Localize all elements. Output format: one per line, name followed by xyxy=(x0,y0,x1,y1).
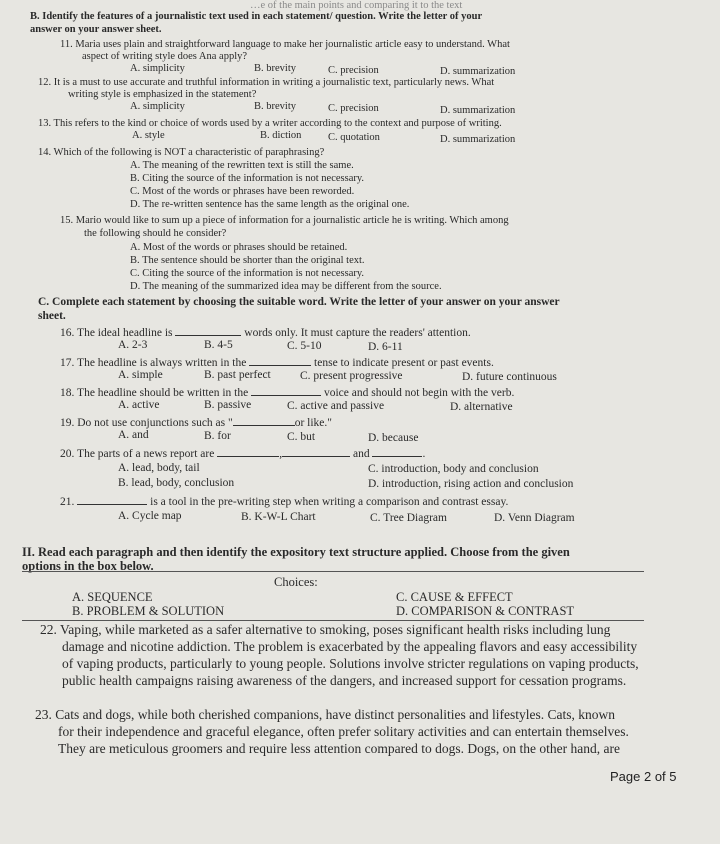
q16-option-d: D. 6-11 xyxy=(368,341,403,353)
q12-stem-cont: writing style is emphasized in the statement? xyxy=(68,89,257,100)
q20-blank-2 xyxy=(282,447,350,457)
q22-line-2: damage and nicotine addiction. The problem is exacerbated by the appealing flavors and easy accessibility xyxy=(62,639,638,654)
q17-option-d: D. future continuous xyxy=(462,371,557,383)
section-ii-heading: II. Read each paragraph and then identify the expository text structure applied. Choose from the given xyxy=(22,545,570,559)
q23-line-1: 23. Cats and dogs, while both cherished companions, have distinct personalities and lifestyles. Cats, known xyxy=(35,707,616,722)
q17-blank xyxy=(249,356,311,366)
q17-option-a: A. simple xyxy=(118,369,163,381)
q16-stem-end: words only. It must capture the readers' attention. xyxy=(244,327,471,339)
q14-option-c: C. Most of the words or phrases have been reworded. xyxy=(130,186,355,197)
q20-blank-1 xyxy=(217,447,279,457)
q17-stem-start: 17. The headline is always written in the xyxy=(60,357,247,369)
q16-option-a: A. 2-3 xyxy=(118,339,148,351)
q13-stem: 13. This refers to the kind or choice of words used by a writer according to the context and purpose of writing. xyxy=(38,118,502,129)
q14-option-b: B. Citing the source of the information is not necessary. xyxy=(130,173,365,184)
q15-option-c: C. Citing the source of the information is not necessary. xyxy=(130,268,365,279)
q20-stem xyxy=(60,447,425,461)
q18-option-c: C. active and passive xyxy=(287,400,385,412)
q23-line-2: for their independence and graceful elegance, often prefer solitary activities and can entertain themselves. xyxy=(58,724,629,739)
q15-stem-cont: the following should he consider? xyxy=(84,228,227,239)
q20-option-a: A. lead, body, tail xyxy=(118,462,200,474)
q15-stem: 15. Mario would like to sum up a piece of information for a journalistic article he is writing. Which among xyxy=(60,215,509,226)
choice-a: A. SEQUENCE xyxy=(72,590,153,604)
q18-blank xyxy=(251,386,321,396)
q13-option-d: D. summarization xyxy=(440,134,516,145)
q12-option-a: A. simplicity xyxy=(130,101,185,112)
q11-option-b: B. brevity xyxy=(254,63,296,74)
choice-d: D. COMPARISON & CONTRAST xyxy=(396,604,575,618)
q13-option-c: C. quotation xyxy=(328,132,380,143)
q17-option-c: C. present progressive xyxy=(300,370,403,382)
q14-stem: 14. Which of the following is NOT a characteristic of paraphrasing? xyxy=(38,147,325,158)
q21-stem xyxy=(60,495,508,509)
q20-period: . xyxy=(422,448,426,460)
choices-box xyxy=(22,571,644,621)
q21-option-a: A. Cycle map xyxy=(118,510,182,522)
section-c-heading-cont: sheet. xyxy=(38,310,66,322)
q21-option-d: D. Venn Diagram xyxy=(494,512,575,524)
q21-number: 21. xyxy=(60,496,75,508)
q15-option-b: B. The sentence should be shorter than the original text. xyxy=(130,255,365,266)
choice-c: C. CAUSE & EFFECT xyxy=(396,590,513,604)
q21-blank xyxy=(77,495,147,505)
top-fragment-text: …e of the main points and comparing it to the text xyxy=(250,0,463,11)
q16-option-c: C. 5-10 xyxy=(287,340,322,352)
q21-option-b: B. K-W-L Chart xyxy=(241,511,316,523)
q19-stem-end: or like." xyxy=(294,417,332,429)
q16-stem xyxy=(60,326,471,340)
q12-option-c: C. precision xyxy=(328,103,379,114)
q18-stem xyxy=(60,386,514,400)
q19-option-b: B. for xyxy=(204,430,231,442)
q18-option-b: B. passive xyxy=(204,399,252,411)
q19-option-c: C. but xyxy=(287,431,316,443)
section-c-heading: C. Complete each statement by choosing the suitable word. Write the letter of your answer on your answer xyxy=(38,296,560,308)
q15-option-a: A. Most of the words or phrases should be retained. xyxy=(130,242,348,253)
q17-stem-end: tense to indicate present or past events. xyxy=(314,357,494,369)
q19-blank xyxy=(233,416,295,426)
q13-option-b: B. diction xyxy=(260,130,302,141)
q18-stem-start: 18. The headline should be written in the xyxy=(60,387,249,399)
section-b-heading-cont: answer on your answer sheet. xyxy=(30,24,162,35)
q16-stem-start: 16. The ideal headline is xyxy=(60,327,173,339)
q16-blank xyxy=(175,326,241,336)
q18-option-a: A. active xyxy=(118,399,160,411)
q23-line-3: They are meticulous groomers and require less attention compared to dogs. Dogs, on the other hand, are xyxy=(58,741,620,756)
q13-option-a: A. style xyxy=(132,130,165,141)
q11-stem: 11. Maria uses plain and straightforward language to make her journalistic article easy to understand. What xyxy=(60,39,510,50)
q12-stem: 12. It is a must to use accurate and truthful information in writing a journalistic text, particularly news. What xyxy=(38,77,495,88)
q11-stem-cont: aspect of writing style does Ana apply? xyxy=(82,51,248,62)
q18-option-d: D. alternative xyxy=(450,401,513,413)
q22-line-4: public health campaigns raising awareness of the dangers, and increased support for cessation programs. xyxy=(62,673,627,688)
q12-option-d: D. summarization xyxy=(440,105,516,116)
q17-option-b: B. past perfect xyxy=(204,369,271,381)
choices-title: Choices: xyxy=(274,575,318,589)
q20-blank-3 xyxy=(372,447,422,457)
q11-option-d: D. summarization xyxy=(440,66,516,77)
q11-option-a: A. simplicity xyxy=(130,63,185,74)
q20-option-d: D. introduction, rising action and conclusion xyxy=(368,478,574,490)
q22-line-3: of vaping products, particularly to young people. Solutions involve stricter regulations on vaping products, xyxy=(62,656,639,671)
q14-option-a: A. The meaning of the rewritten text is still the same. xyxy=(130,160,354,171)
q14-option-d: D. The re-written sentence has the same length as the original one. xyxy=(130,199,410,210)
q19-stem xyxy=(60,416,332,430)
q12-option-b: B. brevity xyxy=(254,101,296,112)
q22-line-1: 22. Vaping, while marketed as a safer alternative to smoking, poses significant health risks including lung xyxy=(40,622,611,637)
q21-stem-end: is a tool in the pre-writing step when writing a comparison and contrast essay. xyxy=(150,496,509,508)
q20-stem-start: 20. The parts of a news report are xyxy=(60,448,215,460)
choice-b: B. PROBLEM & SOLUTION xyxy=(72,604,225,618)
q20-option-c: C. introduction, body and conclusion xyxy=(368,463,539,475)
q19-option-d: D. because xyxy=(368,432,419,444)
q17-stem xyxy=(60,356,494,370)
q16-option-b: B. 4-5 xyxy=(204,339,233,351)
section-ii-heading-cont: options in the box below. xyxy=(22,559,154,573)
q21-option-c: C. Tree Diagram xyxy=(370,512,447,524)
q20-and: and xyxy=(352,448,370,460)
q20-comma: , xyxy=(279,448,283,460)
q11-option-c: C. precision xyxy=(328,65,379,76)
page-number: Page 2 of 5 xyxy=(610,769,677,784)
section-b-heading: B. Identify the features of a journalistic text used in each statement/ question. Write the letter of your xyxy=(30,11,483,22)
q18-stem-end: voice and should not begin with the verb. xyxy=(323,387,515,399)
q19-stem-start: 19. Do not use conjunctions such as " xyxy=(60,417,233,429)
q19-option-a: A. and xyxy=(118,429,149,441)
q15-option-d: D. The meaning of the summarized idea may be different from the source. xyxy=(130,281,442,292)
q20-option-b: B. lead, body, conclusion xyxy=(118,477,235,489)
